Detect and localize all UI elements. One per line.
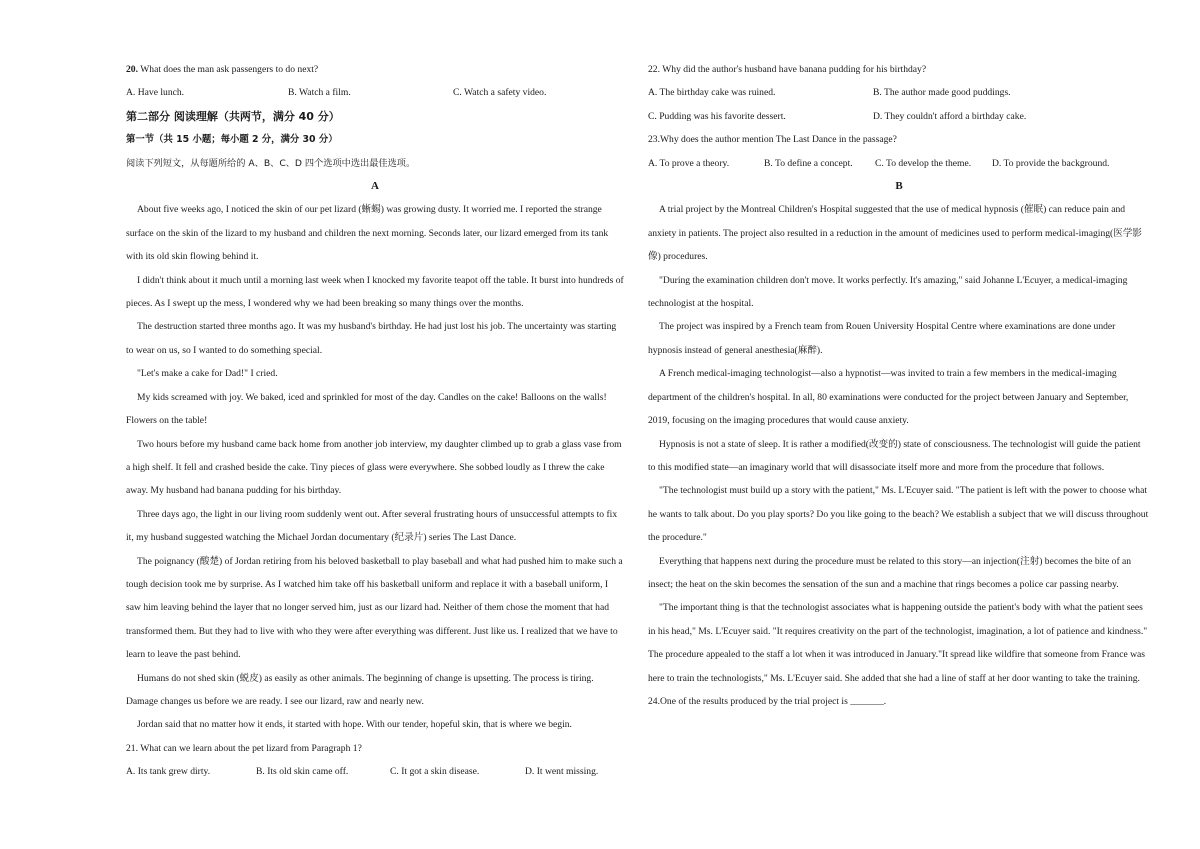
question-23-options	[648, 152, 1150, 175]
passage-a-paragraph: The destruction started three months ago. It was my husband's birthday. He had just lost his job. The uncertainty was starting to wear on us, so I wanted to do something special.	[126, 321, 617, 356]
passage-a-paragraph: "Let's make a cake for Dad!" I cried.	[137, 368, 278, 380]
passage-a-paragraph: Two hours before my husband came back home from another job interview, my daughter climbed up to grab a glass vase from a high shelf. It fell and crashed beside the cake. Tiny pieces of glass were everywhere. She sobbed loudly as I threw the cake away. My husband had banana pudding for his birthday.	[126, 438, 622, 497]
question-23-option-d: D. To provide the background.	[992, 157, 1110, 169]
passage-a-paragraph: About five weeks ago, I noticed the skin of our pet lizard (蜥蜴) was growing dusty. It worried me. I reported the strange surface on the skin of the lizard to my husband and children the next morning. Seconds later, our lizard emerged from its tank with its old skin flowing behind it.	[126, 204, 609, 263]
passage-b-paragraph: Everything that happens next during the procedure must be related to this story—an injection(注射) becomes the bite of an insect; the heat on the skin becomes the sensation of the sun and a machine that rings becomes a police car passing nearby.	[648, 555, 1132, 590]
passage-a-label: A	[371, 180, 379, 193]
passage-b-paragraph: "The technologist must build up a story with the patient," Ms. L'Ecuyer said. "The patient is left with the power to choose what he wants to talk about. Do you play sports? Do you like going to the beach? We establish a subject that we will discuss throughout the procedure."	[648, 485, 1149, 544]
left-column	[126, 58, 624, 784]
question-21-option-a: A. Its tank grew dirty.	[126, 766, 211, 778]
question-22: 22. Why did the author's husband have banana pudding for his birthday?	[648, 64, 927, 75]
passage-b-paragraph: A French medical-imaging technologist—also a hypnotist—was invited to train a few members in the medical-imaging department of the children's hospital. In all, 80 examinations were conducted for the project between January and September, 2019, focusing on the imaging procedures that would cause anxiety.	[648, 368, 1129, 427]
question-24: 24.One of the results produced by the trial project is _______.	[648, 695, 887, 707]
passage-b-paragraph: "During the examination children don't move. It works perfectly. It's amazing," said Johanne L'Ecuyer, a medical-imaging technologist at the hospital.	[648, 274, 1128, 310]
question-20-option-a: A. Have lunch.	[126, 87, 185, 99]
question-22-option-d: D. They couldn't afford a birthday cake.	[873, 110, 1027, 122]
question-20	[126, 58, 624, 81]
question-20-number: 20.	[126, 64, 138, 75]
question-21-option-c: C. It got a skin disease.	[390, 766, 480, 778]
question-20-option-b: B. Watch a film.	[288, 87, 351, 99]
passage-a-paragraph: The poignancy (酸楚) of Jordan retiring from his beloved basketball to play baseball and what had pushed him to make such a tough decision took me by surprise. As I watched him take off his basketball uniform and replace it with a baseball uniform, I saw him leaving behind the layer that no longer served him, just as our lizard had. Neither of them chose the moment that had transformed them. But they had to live with who they were after everything was different. Just like us. I realized that we have to learn to leave the past behind.	[126, 555, 623, 661]
question-20-option-c: C. Watch a safety video.	[453, 87, 547, 99]
question-22-options-row-1	[648, 81, 1150, 104]
passage-b-paragraph: A trial project by the Montreal Children's Hospital suggested that the use of medical hypnosis (催眠) can reduce pain and anxiety in patients. The project also resulted in a reduction in the amount of medicines used to perform medical-imaging(医学影像) procedures.	[648, 204, 1143, 263]
question-21-option-b: B. Its old skin came off.	[256, 766, 349, 778]
question-22-options-row-2	[648, 105, 1150, 128]
passage-a-paragraph: I didn't think about it much until a morning last week when I knocked my favorite teapot off the table. It burst into hundreds of pieces. As I swept up the mess, I wondered why we had been breaking so many things over the months.	[126, 274, 624, 310]
question-22-option-a: A. The birthday cake was ruined.	[648, 87, 776, 99]
question-23-option-c: C. To develop the theme.	[875, 157, 972, 169]
passage-b-label: B	[895, 180, 903, 193]
passage-a-paragraph: Humans do not shed skin (蜕皮) as easily as other animals. The beginning of change is upsetting. The process is tiring. Damage changes us before we are ready. I see our lizard, raw and nearly new.	[126, 672, 594, 707]
question-21-option-d: D. It went missing.	[525, 766, 599, 778]
subsection-title: 第一节（共 15 小题；每小题 2 分，满分 30 分）	[126, 134, 338, 146]
question-20-options	[126, 81, 624, 104]
question-22-option-c: C. Pudding was his favorite dessert.	[648, 110, 786, 122]
passage-a-paragraph: Three days ago, the light in our living room suddenly went out. After several frustrating hours of unsuccessful attempts to fix it, my husband suggested watching the Michael Jordan documentary (纪录片) series The Last Dance.	[126, 508, 618, 544]
passage-a-paragraph: My kids screamed with joy. We baked, iced and sprinkled for most of the day. Candles on the cake! Balloons on the walls! Flowers on the table!	[126, 391, 607, 427]
passage-b-paragraph: "The important thing is that the technologist associates what is happening outside the patient's body with what the patient sees in his head," Ms. L'Ecuyer said. "It requires creativity on the part of the technologist, imagination, a lot of patience and kindness." The procedure appealed to the staff a lot when it was introduced in January."It spread like wildfire that someone from France was here to train the technologists," Ms. L'Ecuyer said. She added that she had a line of staff at her door wanting to take the training.	[648, 602, 1148, 684]
question-21: 21. What can we learn about the pet lizard from Paragraph 1?	[126, 742, 362, 754]
instructions: 阅读下列短文，从每题所给的 A、B、C、D 四个选项中选出最佳选项。	[126, 157, 416, 169]
question-23: 23.Why does the author mention The Last Dance in the passage?	[648, 134, 897, 146]
question-23-option-b: B. To define a concept.	[764, 157, 853, 169]
right-column	[648, 58, 1150, 713]
passage-a-paragraph: Jordan said that no matter how it ends, it started with hope. With our tender, hopeful skin, that is where we begin.	[137, 719, 572, 731]
question-23-option-a: A. To prove a theory.	[648, 157, 730, 169]
question-21-options	[126, 760, 624, 783]
question-22-option-b: B. The author made good puddings.	[873, 87, 1011, 99]
passage-b-paragraph: Hypnosis is not a state of sleep. It is rather a modified(改变的) state of consciousness. The technologist will guide the patient to this modified state—an imaginary world that will disassociate itself more and more from the procedure that follows.	[648, 438, 1141, 473]
passage-b-paragraph: The project was inspired by a French team from Rouen University Hospital Centre where examinations are done under hypnosis instead of general anesthesia(麻醉).	[648, 321, 1116, 356]
question-20-text: What does the man ask passengers to do next?	[138, 64, 319, 75]
section-title: 第二部分 阅读理解（共两节，满分 40 分）	[126, 109, 340, 123]
